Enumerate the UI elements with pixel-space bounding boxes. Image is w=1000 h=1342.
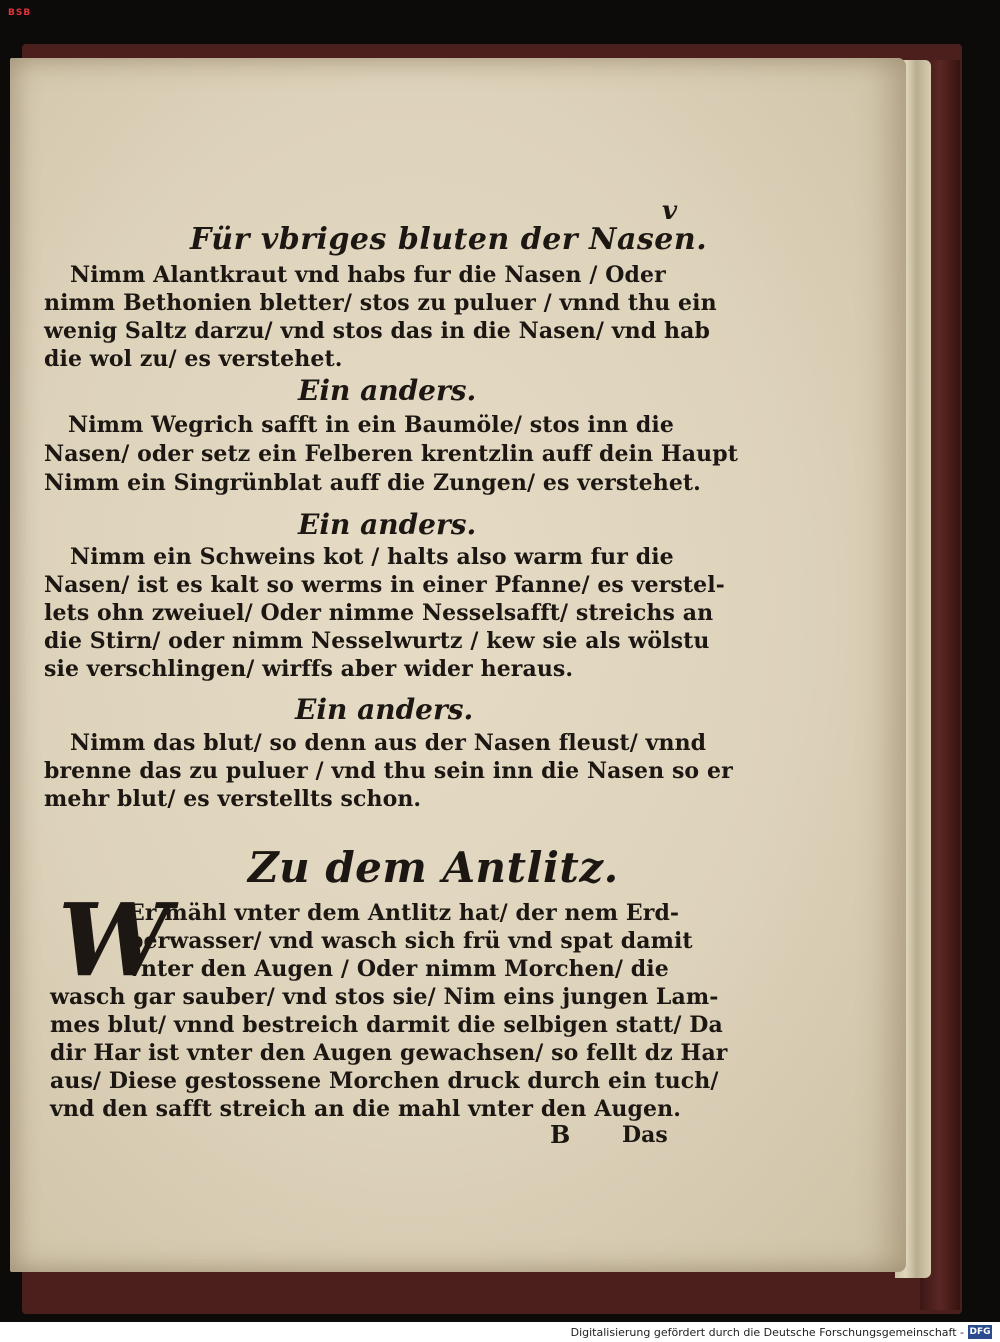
section-heading-4: Ein anders. (295, 693, 474, 726)
text-line: Nimm Alantkraut vnd habs fur die Nasen / Oder (70, 262, 666, 288)
text-line: die wol zu/ es verstehet. (44, 346, 343, 372)
text-line: Er mähl vnter dem Antlitz hat/ der nem Erd- (128, 900, 680, 926)
text-line: wasch gar sauber/ vnd stos sie/ Nim eins jungen Lam- (50, 984, 719, 1010)
footer-credit: Digitalisierung gefördert durch die Deutsche Forschungsgemeinschaft - (570, 1326, 964, 1339)
text-line: die Stirn/ oder nimm Nesselwurtz / kew sie als wölstu (44, 628, 710, 654)
dfg-logo: DFG (969, 1327, 991, 1337)
library-mark: BSB (8, 8, 32, 18)
section-heading-5: Zu dem Antlitz. (248, 843, 619, 892)
text-line: Nimm Wegrich safft in ein Baumöle/ stos inn die (68, 412, 674, 438)
section-heading-1: Für vbriges bluten der Nasen. (190, 222, 708, 257)
text-line: dir Har ist vnter den Augen gewachsen/ so fellt dz Har (50, 1040, 728, 1066)
text-line: vnd den safft streich an die mahl vnter den Augen. (50, 1096, 681, 1122)
text-line: brenne das zu puluer / vnd thu sein inn die Nasen so er (44, 758, 733, 784)
text-line: mes blut/ vnnd bestreich darmit die selbigen statt/ Da (50, 1012, 723, 1038)
text-line: berwasser/ vnd wasch sich frü vnd spat damit (128, 928, 693, 954)
text-line: Nimm ein Singrünblat auff die Zungen/ es verstehet. (44, 470, 701, 496)
text-line: wenig Saltz darzu/ vnd stos das in die Nasen/ vnd hab (44, 318, 710, 344)
text-line: sie verschlingen/ wirffs aber wider heraus. (44, 656, 574, 682)
text-line: Nasen/ oder setz ein Felberen krentzlin auff dein Haupt (44, 441, 738, 467)
section-heading-2: Ein anders. (298, 374, 477, 407)
drop-cap: W (58, 881, 171, 999)
signature-mark: B (550, 1120, 571, 1149)
text-line: nimm Bethonien bletter/ stos zu puluer / vnnd thu ein (44, 290, 717, 316)
section-heading-3: Ein anders. (298, 508, 477, 541)
book-page (10, 58, 906, 1272)
text-line: lets ohn zweiuel/ Oder nimme Nesselsafft/ streichs an (44, 600, 714, 626)
text-line: aus/ Diese gestossene Morchen druck durch ein tuch/ (50, 1068, 719, 1094)
text-line: mehr blut/ es verstellts schon. (44, 786, 422, 812)
text-line: vnter den Augen / Oder nimm Morchen/ die (128, 956, 669, 982)
text-line: Nimm ein Schweins kot / halts also warm fur die (70, 544, 674, 570)
text-line: Nimm das blut/ so denn aus der Nasen fleust/ vnnd (70, 730, 707, 756)
catchword: Das (622, 1122, 668, 1148)
text-line: Nasen/ ist es kalt so werms in einer Pfanne/ es verstel- (44, 572, 725, 598)
page-signature: v (662, 196, 678, 226)
